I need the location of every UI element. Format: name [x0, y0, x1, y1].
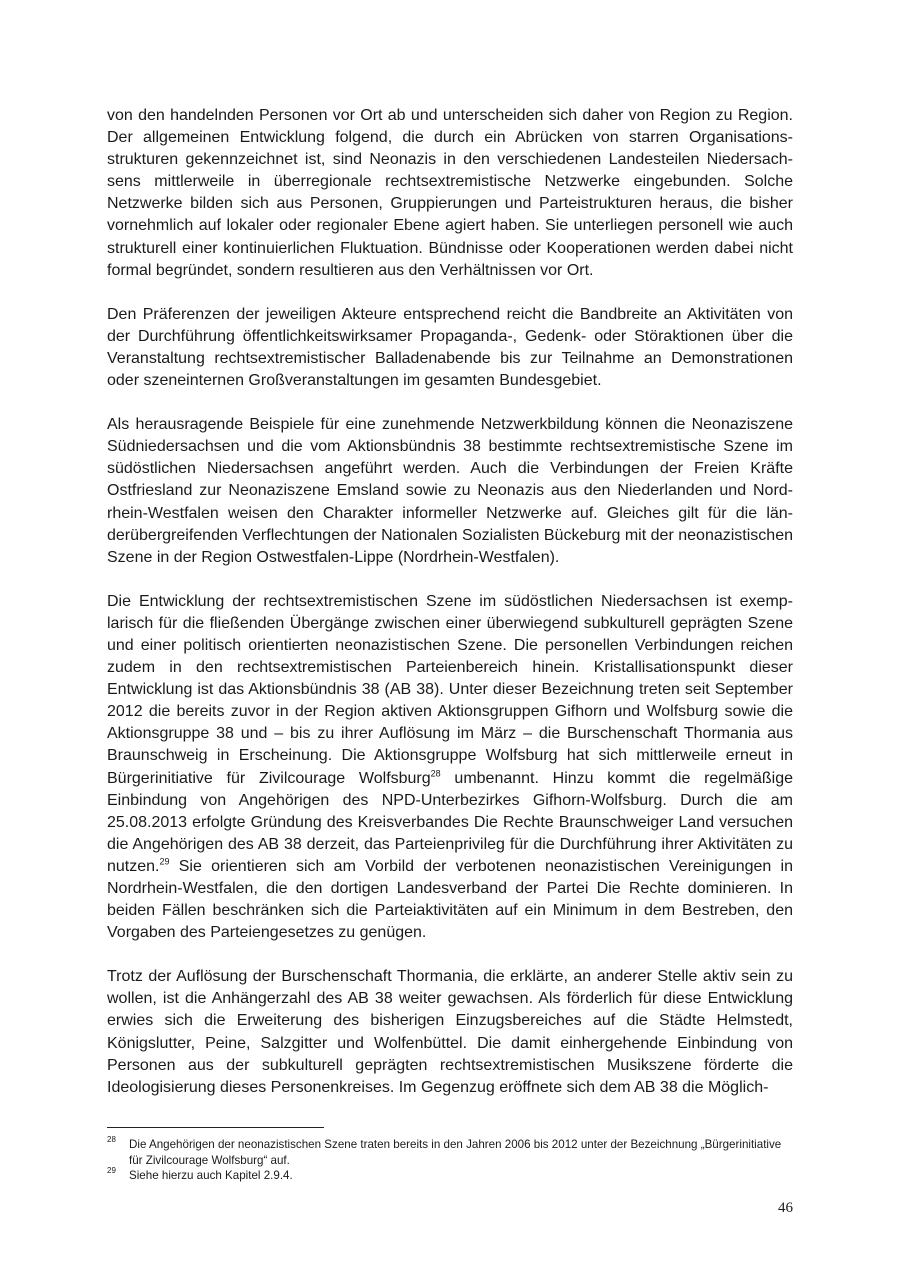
paragraph: Trotz der Auflösung der Burschenschaft Thormania, die erklärte, an anderer Stelle aktiv sein zu wollen, ist die Anhängerzahl des AB 38 weiter gewachsen. Als förderlich für diese Entwicklung erwies sich die Erweiterung des bisherigen Einzugsbereiches auf die Städte Helmstedt, Königslutter, Peine, Salzgitter und Wolfenbüttel. Die damit einhergehende Einbindung von Personen aus der subkulturell geprägten rechtsextremistischen Musikszene förderte die Ideologisierung dieses Personenkreises. Im Gegenzug eröffnete sich dem AB 38 die Möglich- — [107, 968, 793, 1096]
footnote-text: Siehe hierzu auch Kapitel 2.9.4. — [129, 1169, 293, 1182]
footnotes — [107, 1137, 793, 1184]
paragraph-text: umbenannt. Hinzu kommt die regelmäßige Einbindung von Angehörigen des NPD-Unterbezirkes Gifhorn-Wolfsburg. Durch die am 25.08.2013 erfolgte Gründung des Kreisverbandes Die Rechte Braunschweiger Land versuchen die Angehörigen des AB 38 derzeit, das Parteienprivileg für die Durchführung ihrer Aktivitäten zu nutzen. — [107, 769, 794, 875]
paragraph-text: Die Entwicklung der rechtsextremistischen Szene im südöstlichen Niedersachsen ist exemplarisch für die fließenden Übergänge zwischen einer überwiegend subkulturell geprägten Szene und einer politisch orientierten neonazistischen Szene. Die personellen Verbindungen reichen zudem in den rechtsextremistischen Parteienbereich hinein. Kristallisationspunkt dieser Entwicklung ist das Aktionsbündnis 38 (AB 38). Unter dieser Bezeichnung treten seit September 2012 die bereits zuvor in der Region aktiven Aktionsgruppen Gifhorn und Wolfsburg sowie die Aktionsgruppe 38 und – bis zu ihrer Auflösung im März – die Burschenschaft Thormania aus Braunschweig in Erscheinung. Die Aktionsgruppe Wolfsburg hat sich mittlerweile erneut in Bürgerinitiative für Zivilcourage Wolfsburg — [107, 592, 793, 787]
footnote-separator — [107, 1127, 324, 1128]
paragraph: Den Präferenzen der jeweiligen Akteure entsprechend reicht die Bandbreite an Aktivitäten von der Durchführung öffentlichkeitswirksamer Propaganda-, Gedenk- oder Störaktionen über die Veranstaltung rechtsextremistischer Balladenabende bis zur Teilnahme an Demonstrationen oder szeneinternen Großveranstaltungen im gesamten Bundesgebiet. — [107, 305, 793, 390]
footnote-text: Die Angehörigen der neonazistischen Szene traten bereits in den Jahren 2006 bis 2012 unter der Bezeichnung „Bürgerinitiative für Zivilcourage Wolfsburg“ auf. — [129, 1138, 782, 1167]
footnote-number: 29 — [107, 1166, 116, 1175]
page-number: 46 — [778, 1200, 793, 1216]
paragraph: Als herausragende Beispiele für eine zunehmende Netzwerkbildung können die Neonaziszene Südniedersachsen und die vom Aktionsbündnis 38 bestimmte rechtsextremistische Szene im südöstlichen Niedersachsen angeführt werden. Auch die Verbindungen der Freien Kräfte Ostfriesland zur Neonaziszene Emsland sowie zu Neonazis aus den Niederlanden und Nordrhein-Westfalen weisen den Charakter informeller Netzwerke auf. Gleiches gilt für die länderübergreifenden Verflechtungen der Nationalen Sozialisten Bückeburg mit der neonazistischen Szene in der Region Ostwestfalen-Lippe (Nordrhein-Westfalen). — [107, 416, 793, 566]
body-text — [107, 105, 793, 1121]
paragraph — [107, 591, 793, 945]
footnote-number: 28 — [107, 1135, 116, 1144]
paragraph-text: Sie orientieren sich am Vorbild der verbotenen neonazistischen Vereinigungen in Nordrhein-Westfalen, die den dortigen Landesverband der Partei Die Rechte dominieren. In beiden Fällen beschränken sich die Parteiaktivitäten auf ein Minimum in dem Bestreben, den Vorgaben des Parteiengesetzes zu genügen. — [107, 857, 793, 942]
footnote — [107, 1137, 793, 1168]
footnote-reference[interactable]: 28 — [430, 768, 441, 779]
footnote — [107, 1168, 793, 1184]
footnote-reference[interactable]: 29 — [159, 856, 170, 867]
paragraph: von den handelnden Personen vor Ort ab und unterscheiden sich daher von Region zu Region. Der allgemeinen Entwicklung folgend, die durch ein Abrücken von starren Organisationsstrukturen gekennzeichnet ist, sind Neonazis in den verschiedenen Landesteilen Niedersachsens mittlerweile in überregionale rechtsextremistische Netzwerke eingebunden. Solche Netzwerke bilden sich aus Personen, Gruppierungen und Parteistrukturen heraus, die bisher vornehmlich auf lokaler oder regionaler Ebene agiert haben. Sie unterliegen personell wie auch strukturell einer kontinuierlichen Fluktuation. Bündnisse oder Kooperationen werden dabei nicht formal begründet, sondern resultieren aus den Verhältnissen vor Ort. — [107, 107, 793, 279]
